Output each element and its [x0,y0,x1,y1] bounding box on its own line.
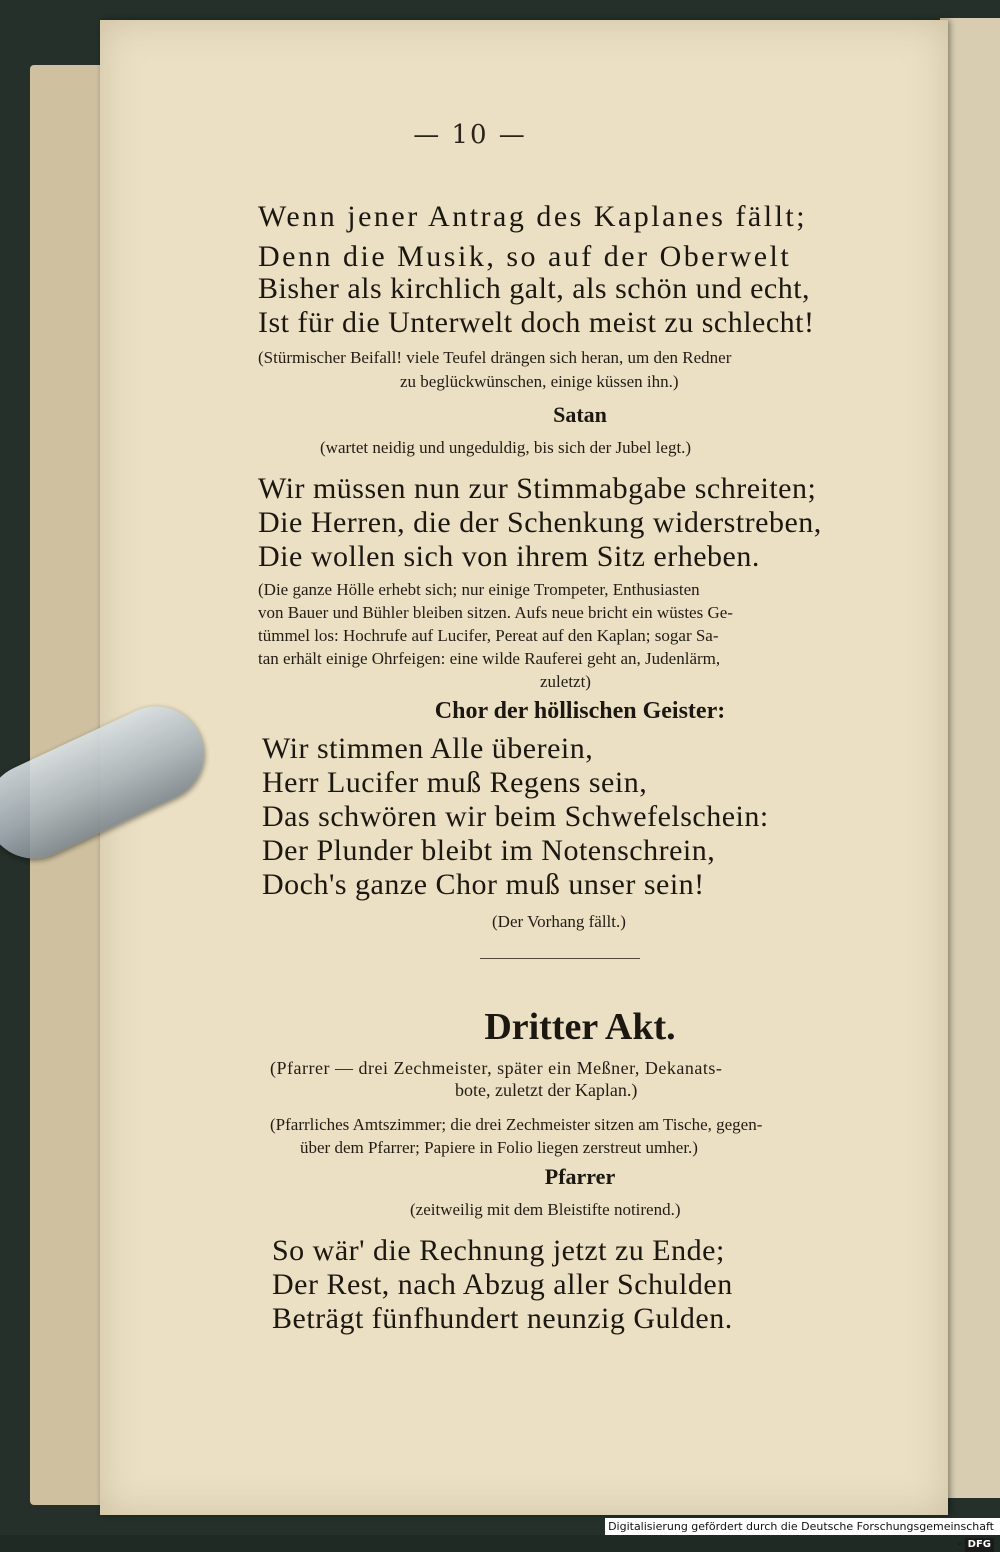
verse-line: Bisher als kirchlich galt, als schön und echt, [258,272,811,305]
page-number: — 10 — [413,120,527,150]
stage-direction: (Pfarrer — drei Zechmeister, später ein Meßner, Dekanats- [270,1058,723,1078]
stage-direction: tan erhält einige Ohrfeigen: eine wilde Rauferei geht an, Judenlärm, [258,649,721,668]
verse-line: Die wollen sich von ihrem Sitz erheben. [258,540,760,573]
speaker-name: Chor der höllischen Geister: [434,698,726,724]
footer-credit [605,1518,1000,1550]
verse-line: Wenn jener Antrag des Kaplanes fällt; [258,200,808,233]
stage-direction: (zeitweilig mit dem Bleistifte notirend.) [410,1200,681,1219]
act-heading: Dritter Akt. [484,1006,676,1048]
footer-text: Digitalisierung gefördert durch die Deutsche Forschungsgemeinschaft - [608,1520,994,1550]
adjacent-page-edge [940,18,1000,1498]
verse-line: Herr Lucifer muß Regens sein, [262,766,648,799]
verse-line: Doch's ganze Chor muß unser sein! [262,868,705,901]
speaker-name: Pfarrer [544,1164,616,1189]
stage-direction: bote, zuletzt der Kaplan.) [455,1080,638,1100]
stage-direction: (Die ganze Hölle erhebt sich; nur einige Trompeter, Enthusiasten [258,580,700,599]
stage-direction: über dem Pfarrer; Papiere in Folio liegen zerstreut umher.) [300,1138,698,1157]
verse-line: Wir stimmen Alle überein, [262,732,594,765]
stage-direction: zuletzt) [540,672,591,691]
section-divider [480,958,640,959]
verse-line: Die Herren, die der Schenkung widerstreben, [258,506,822,539]
verse-line: Der Rest, nach Abzug aller Schulden [272,1268,733,1301]
stage-direction: (Der Vorhang fällt.) [492,912,626,931]
stage-direction: (Stürmischer Beifall! viele Teufel drängen sich heran, um den Redner [258,348,732,367]
verse-line: So wär' die Rechnung jetzt zu Ende; [272,1234,725,1267]
stage-direction: tümmel los: Hochrufe auf Lucifer, Pereat auf den Kaplan; sogar Sa- [258,626,719,645]
stage-direction: (Pfarrliches Amtszimmer; die drei Zechmeister sitzen am Tische, gegen- [270,1115,763,1134]
verse-line: Das schwören wir beim Schwefelschein: [262,800,769,833]
verse-line: Der Plunder bleibt im Notenschrein, [262,834,716,867]
verse-line: Wir müssen nun zur Stimmabgabe schreiten; [258,472,817,505]
stage-direction: von Bauer und Bühler bleiben sitzen. Aufs neue bricht ein wüstes Ge- [258,603,733,622]
verse-line: Ist für die Unterwelt doch meist zu schlecht! [258,306,815,339]
stage-direction: zu beglückwünschen, einige küssen ihn.) [400,372,679,391]
speaker-name: Satan [553,402,607,427]
stage-direction: (wartet neidig und ungeduldig, bis sich der Jubel legt.) [320,438,692,457]
dfg-logo: DFG [965,1538,994,1552]
verse-line: Denn die Musik, so auf der Oberwelt [258,240,792,273]
verse-line: Beträgt fünfhundert neunzig Gulden. [272,1302,733,1335]
